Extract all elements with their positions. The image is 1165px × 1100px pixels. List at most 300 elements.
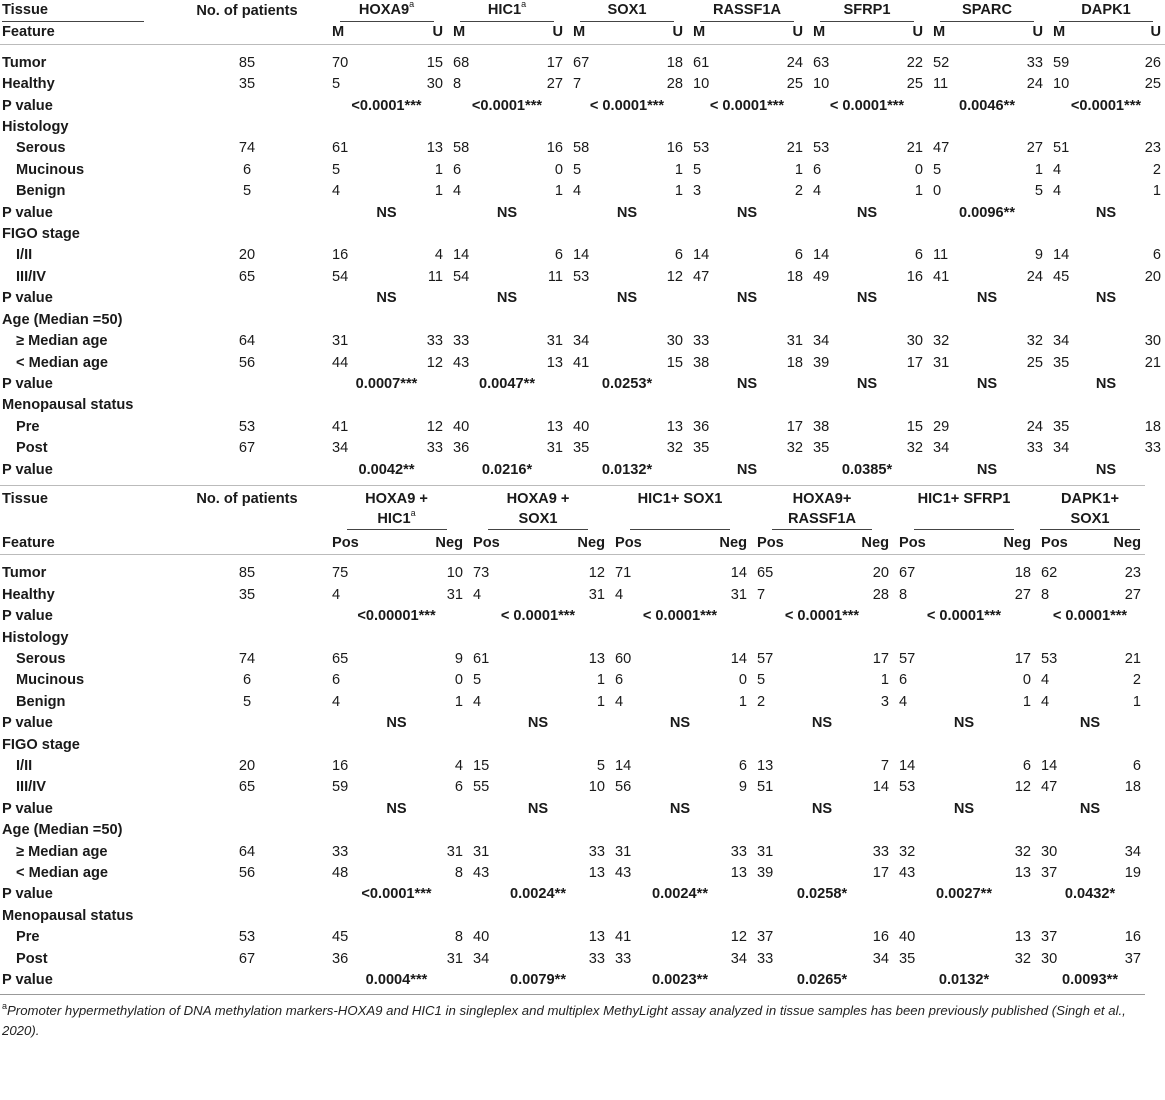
value-cell-first: 41 bbox=[573, 354, 590, 371]
p-value-row bbox=[0, 884, 1145, 905]
value-cell-second: 20 bbox=[872, 565, 889, 582]
row-label: Age (Median =50) bbox=[2, 822, 123, 839]
value-cell-second: 26 bbox=[1144, 54, 1161, 71]
table-row bbox=[0, 245, 1165, 266]
value-cell-first: 4 bbox=[473, 693, 482, 710]
table-row bbox=[0, 181, 1165, 202]
value-cell-first: 58 bbox=[453, 140, 470, 157]
group-row bbox=[0, 820, 1145, 841]
row-label: ≥ Median age bbox=[16, 843, 108, 860]
value-cell-first: 53 bbox=[1041, 650, 1058, 667]
p-value: 0.0023** bbox=[652, 972, 708, 989]
p-value: 0.0432* bbox=[1064, 886, 1116, 903]
patient-count bbox=[168, 96, 326, 117]
row-label: Mucinous bbox=[16, 161, 85, 178]
value-cell-second: 1 bbox=[554, 183, 563, 200]
col-m: M bbox=[693, 24, 706, 41]
group-row bbox=[0, 735, 1145, 756]
value-cell-second: 12 bbox=[666, 268, 683, 285]
value-cell-second: 27 bbox=[1124, 586, 1141, 603]
value-cell-second: 30 bbox=[906, 333, 923, 350]
p-value: 0.0046** bbox=[959, 97, 1015, 114]
value-cell-second: 14 bbox=[730, 650, 747, 667]
table-row bbox=[0, 585, 1145, 606]
value-cell-first: 38 bbox=[813, 418, 830, 435]
p-value-row bbox=[0, 288, 1165, 309]
patient-count bbox=[168, 713, 326, 734]
p-value: NS bbox=[856, 375, 878, 392]
value-cell-first: 56 bbox=[615, 779, 632, 796]
patient-count: 53 bbox=[238, 418, 256, 435]
col-m: M bbox=[933, 24, 946, 41]
value-cell-first: 43 bbox=[473, 865, 490, 882]
value-cell-second: 23 bbox=[1144, 140, 1161, 157]
value-cell-first: 5 bbox=[757, 672, 766, 689]
value-cell-second: 33 bbox=[426, 333, 443, 350]
p-value: NS bbox=[1079, 800, 1101, 817]
value-cell-first: 31 bbox=[933, 354, 950, 371]
p-value: NS bbox=[376, 290, 397, 307]
row-label: FIGO stage bbox=[2, 226, 80, 243]
table-row bbox=[0, 353, 1165, 374]
row-label: Healthy bbox=[2, 76, 55, 93]
value-cell-second: 22 bbox=[906, 54, 923, 71]
value-cell-second: 13 bbox=[546, 418, 563, 435]
table-row bbox=[0, 777, 1145, 798]
patient-count: 35 bbox=[238, 76, 256, 93]
value-cell-second: 32 bbox=[1014, 950, 1031, 967]
value-cell-second: 31 bbox=[546, 333, 563, 350]
table-row bbox=[0, 927, 1145, 948]
p-value: < 0.0001*** bbox=[589, 97, 665, 114]
combo-header-hic1-sox1: HIC1+ SOX1 bbox=[609, 485, 751, 533]
value-cell-second: 33 bbox=[1026, 440, 1043, 457]
col-neg: Neg bbox=[719, 534, 747, 551]
patient-count bbox=[168, 884, 326, 905]
value-cell-first: 36 bbox=[693, 418, 710, 435]
value-cell-second: 17 bbox=[1014, 650, 1031, 667]
value-cell-first: 14 bbox=[1053, 247, 1070, 264]
col-m: M bbox=[1053, 24, 1066, 41]
p-value: NS bbox=[953, 800, 975, 817]
value-cell-second: 1 bbox=[738, 693, 747, 710]
value-cell-second: 31 bbox=[446, 950, 463, 967]
value-cell-second: 3 bbox=[880, 693, 889, 710]
value-cell-first: 4 bbox=[1041, 693, 1050, 710]
p-value: NS bbox=[1095, 375, 1117, 392]
p-value: < 0.0001*** bbox=[642, 608, 718, 625]
p-value: 0.0216* bbox=[481, 461, 533, 478]
p-value-row bbox=[0, 96, 1165, 117]
value-cell-first: 6 bbox=[813, 161, 822, 178]
value-cell-first: 8 bbox=[453, 76, 462, 93]
row-label: III/IV bbox=[16, 268, 47, 285]
value-cell-first: 34 bbox=[813, 333, 830, 350]
p-value: NS bbox=[616, 290, 638, 307]
row-label: FIGO stage bbox=[2, 736, 80, 753]
p-value: NS bbox=[976, 290, 998, 307]
value-cell-second: 0 bbox=[454, 672, 463, 689]
value-cell-first: 14 bbox=[453, 247, 470, 264]
patients-header: No. of patients bbox=[196, 490, 298, 507]
value-cell-first: 5 bbox=[332, 161, 341, 178]
value-cell-first: 4 bbox=[332, 586, 341, 603]
row-label: Benign bbox=[16, 183, 66, 200]
col-m: M bbox=[453, 24, 466, 41]
value-cell-second: 8 bbox=[454, 929, 463, 946]
p-value: NS bbox=[376, 204, 397, 221]
value-cell-first: 39 bbox=[757, 865, 774, 882]
value-cell-first: 33 bbox=[615, 950, 632, 967]
col-neg: Neg bbox=[1003, 534, 1031, 551]
p-value: NS bbox=[736, 290, 758, 307]
value-cell-second: 30 bbox=[426, 76, 443, 93]
value-cell-second: 25 bbox=[1026, 354, 1043, 371]
patient-count: 85 bbox=[238, 565, 256, 582]
value-cell-second: 9 bbox=[738, 779, 747, 796]
value-cell-second: 7 bbox=[880, 758, 889, 774]
value-cell-second: 27 bbox=[546, 76, 563, 93]
value-cell-second: 31 bbox=[546, 440, 563, 457]
footnote: $^a$Promoter hypermethylation of DNA methylation markers-HOXA9 and HIC1 in singleplex and multiplex MethyLight assay analyzed in tissue samples has been previously published (Singh et al., 2020). bbox=[0, 994, 1145, 1041]
value-cell-second: 21 bbox=[1124, 650, 1141, 667]
value-cell-first: 39 bbox=[813, 354, 830, 371]
value-cell-first: 33 bbox=[757, 950, 774, 967]
row-label: Healthy bbox=[2, 586, 55, 603]
value-cell-second: 32 bbox=[1014, 843, 1031, 860]
marker-header-rassf1a: RASSF1A bbox=[687, 0, 807, 22]
patient-count bbox=[168, 203, 326, 224]
value-cell-first: 4 bbox=[1053, 161, 1062, 178]
p-value: NS bbox=[1095, 204, 1117, 221]
value-cell-second: 33 bbox=[872, 843, 889, 860]
value-cell-first: 4 bbox=[473, 586, 482, 603]
patient-count bbox=[168, 970, 326, 991]
patient-count: 5 bbox=[242, 693, 252, 710]
combo-header-hic1-sfrp1: HIC1+ SFRP1 bbox=[893, 485, 1035, 533]
group-row bbox=[0, 117, 1165, 138]
patient-count: 64 bbox=[238, 333, 256, 350]
p-value: 0.0007*** bbox=[355, 375, 418, 392]
value-cell-second: 0 bbox=[738, 672, 747, 689]
value-cell-second: 1 bbox=[880, 672, 889, 689]
value-cell-first: 13 bbox=[757, 758, 774, 774]
value-cell-second: 1 bbox=[914, 183, 923, 200]
value-cell-second: 1 bbox=[434, 183, 443, 200]
row-label: ≥ Median age bbox=[16, 333, 108, 350]
p-value: 0.0258* bbox=[796, 886, 848, 903]
value-cell-first: 67 bbox=[573, 54, 590, 71]
value-cell-second: 15 bbox=[426, 54, 443, 71]
table-row bbox=[0, 53, 1165, 74]
p-value: NS bbox=[811, 715, 833, 732]
value-cell-first: 4 bbox=[1053, 183, 1062, 200]
combo-header-dapk1-sox1: DAPK1+ SOX1 bbox=[1035, 485, 1145, 533]
value-cell-first: 32 bbox=[933, 333, 950, 350]
value-cell-first: 10 bbox=[693, 76, 710, 93]
value-cell-first: 30 bbox=[1041, 843, 1058, 860]
value-cell-second: 1 bbox=[794, 161, 803, 178]
value-cell-first: 31 bbox=[332, 333, 349, 350]
value-cell-second: 13 bbox=[666, 418, 683, 435]
value-cell-second: 12 bbox=[1014, 779, 1031, 796]
patient-count: 53 bbox=[238, 929, 256, 946]
value-cell-first: 8 bbox=[899, 586, 908, 603]
value-cell-second: 16 bbox=[1124, 929, 1141, 946]
col-pos: Pos bbox=[615, 534, 642, 551]
value-cell-second: 11 bbox=[547, 268, 563, 285]
p-value: 0.0132* bbox=[601, 461, 653, 478]
value-cell-first: 32 bbox=[899, 843, 916, 860]
row-label: P value bbox=[2, 715, 53, 732]
patient-count: 56 bbox=[238, 865, 256, 882]
value-cell-second: 6 bbox=[454, 779, 463, 796]
patient-count: 20 bbox=[238, 247, 256, 264]
value-cell-second: 11 bbox=[427, 268, 443, 285]
table1-header-row bbox=[0, 0, 1165, 22]
value-cell-first: 51 bbox=[1053, 140, 1070, 157]
p-value: < 0.0001*** bbox=[500, 608, 576, 625]
row-label: Menopausal status bbox=[2, 907, 134, 924]
marker-header-hic1: HIC1$^a$ bbox=[447, 0, 567, 22]
tissue-header: Tissue bbox=[2, 490, 48, 507]
value-cell-first: 35 bbox=[899, 950, 916, 967]
value-cell-first: 14 bbox=[1041, 758, 1058, 774]
value-cell-second: 12 bbox=[426, 418, 443, 435]
value-cell-second: 21 bbox=[786, 140, 803, 157]
value-cell-second: 33 bbox=[588, 843, 605, 860]
p-value-row bbox=[0, 606, 1145, 627]
group-row bbox=[0, 310, 1165, 331]
value-cell-first: 71 bbox=[615, 565, 632, 582]
spacer-row bbox=[0, 44, 1165, 53]
table-row bbox=[0, 756, 1145, 777]
value-cell-second: 13 bbox=[588, 650, 605, 667]
table-row bbox=[0, 692, 1145, 713]
col-m: M bbox=[332, 24, 345, 41]
value-cell-first: 6 bbox=[453, 161, 462, 178]
value-cell-first: 49 bbox=[813, 268, 830, 285]
p-value: 0.0079** bbox=[510, 972, 566, 989]
value-cell-first: 4 bbox=[1041, 672, 1050, 689]
value-cell-second: 13 bbox=[588, 929, 605, 946]
p-value-row bbox=[0, 203, 1165, 224]
table-row bbox=[0, 138, 1165, 159]
col-neg: Neg bbox=[435, 534, 463, 551]
table-row bbox=[0, 160, 1165, 181]
value-cell-first: 67 bbox=[899, 565, 916, 582]
value-cell-first: 47 bbox=[1041, 779, 1058, 796]
value-cell-second: 8 bbox=[454, 865, 463, 882]
row-label: Benign bbox=[16, 693, 66, 710]
value-cell-second: 10 bbox=[446, 565, 463, 582]
p-value: NS bbox=[496, 204, 518, 221]
col-neg: Neg bbox=[861, 534, 889, 551]
value-cell-first: 6 bbox=[899, 672, 908, 689]
value-cell-second: 6 bbox=[1152, 247, 1161, 264]
value-cell-second: 24 bbox=[786, 54, 803, 71]
value-cell-second: 12 bbox=[588, 565, 605, 582]
marker-header-dapk1: DAPK1 bbox=[1047, 0, 1165, 22]
p-value: < 0.0001*** bbox=[709, 97, 785, 114]
value-cell-first: 45 bbox=[332, 929, 349, 946]
value-cell-first: 6 bbox=[332, 672, 341, 689]
value-cell-first: 61 bbox=[693, 54, 710, 71]
value-cell-first: 5 bbox=[473, 672, 482, 689]
value-cell-second: 18 bbox=[666, 54, 683, 71]
value-cell-first: 31 bbox=[757, 843, 774, 860]
row-label: P value bbox=[2, 972, 53, 989]
patient-count bbox=[168, 374, 326, 395]
row-label: P value bbox=[2, 608, 53, 625]
p-value: NS bbox=[616, 204, 638, 221]
p-value: 0.0253* bbox=[601, 375, 653, 392]
value-cell-first: 57 bbox=[757, 650, 774, 667]
group-row bbox=[0, 628, 1145, 649]
methylation-table-single bbox=[0, 0, 1165, 484]
value-cell-first: 51 bbox=[757, 779, 774, 796]
p-value: < 0.0001*** bbox=[784, 608, 860, 625]
value-cell-first: 61 bbox=[332, 140, 349, 157]
value-cell-second: 32 bbox=[1026, 333, 1043, 350]
value-cell-second: 6 bbox=[1132, 758, 1141, 774]
value-cell-second: 13 bbox=[426, 140, 443, 157]
p-value: NS bbox=[976, 461, 998, 478]
row-label: Histology bbox=[2, 119, 69, 136]
combo-header-hoxa9-hic1: HOXA9 + $HIC1^a$ bbox=[326, 485, 467, 533]
value-cell-second: 6 bbox=[914, 247, 923, 264]
value-cell-first: 7 bbox=[757, 586, 766, 603]
p-value: NS bbox=[527, 715, 549, 732]
value-cell-second: 16 bbox=[666, 140, 683, 157]
value-cell-first: 29 bbox=[933, 418, 950, 435]
value-cell-first: 47 bbox=[933, 140, 950, 157]
value-cell-second: 23 bbox=[1124, 565, 1141, 582]
value-cell-first: 40 bbox=[899, 929, 916, 946]
p-value: < 0.0001*** bbox=[926, 608, 1002, 625]
value-cell-first: 35 bbox=[813, 440, 830, 457]
value-cell-second: 1 bbox=[596, 693, 605, 710]
tissue-header: Tissue bbox=[0, 0, 168, 22]
p-value: NS bbox=[669, 800, 691, 817]
p-value: 0.0265* bbox=[796, 972, 848, 989]
table-row bbox=[0, 417, 1165, 438]
value-cell-first: 60 bbox=[615, 650, 632, 667]
value-cell-first: 35 bbox=[1053, 418, 1070, 435]
value-cell-second: 9 bbox=[1034, 247, 1043, 264]
p-value: 0.0027** bbox=[936, 886, 992, 903]
p-value: NS bbox=[811, 800, 833, 817]
value-cell-second: 18 bbox=[786, 354, 803, 371]
value-cell-second: 13 bbox=[1014, 865, 1031, 882]
table-row bbox=[0, 670, 1145, 691]
combo-header-hoxa9-rassf1a: HOXA9+ RASSF1A bbox=[751, 485, 893, 533]
row-label: III/IV bbox=[16, 779, 47, 796]
value-cell-first: 37 bbox=[1041, 929, 1058, 946]
value-cell-first: 4 bbox=[332, 693, 341, 710]
value-cell-first: 35 bbox=[693, 440, 710, 457]
p-value: NS bbox=[386, 800, 407, 817]
value-cell-first: 4 bbox=[573, 183, 582, 200]
value-cell-first: 59 bbox=[332, 779, 349, 796]
col-u: U bbox=[432, 24, 443, 41]
value-cell-first: 6 bbox=[615, 672, 624, 689]
value-cell-first: 2 bbox=[757, 693, 766, 710]
row-label: P value bbox=[2, 290, 53, 307]
value-cell-second: 33 bbox=[588, 950, 605, 967]
value-cell-second: 13 bbox=[546, 354, 563, 371]
value-cell-second: 1 bbox=[674, 161, 683, 178]
value-cell-second: 12 bbox=[730, 929, 747, 946]
value-cell-first: 53 bbox=[899, 779, 916, 796]
patient-count: 67 bbox=[238, 440, 256, 457]
value-cell-second: 33 bbox=[730, 843, 747, 860]
combo-header-hoxa9-sox1: HOXA9 + SOX1 bbox=[467, 485, 609, 533]
value-cell-second: 6 bbox=[554, 247, 563, 264]
value-cell-second: 6 bbox=[674, 247, 683, 264]
row-label: P value bbox=[2, 97, 53, 114]
value-cell-second: 4 bbox=[454, 758, 463, 774]
value-cell-first: 44 bbox=[332, 354, 349, 371]
value-cell-second: 16 bbox=[872, 929, 889, 946]
p-value: NS bbox=[953, 715, 975, 732]
value-cell-first: 4 bbox=[332, 183, 341, 200]
row-label: Mucinous bbox=[16, 672, 85, 689]
value-cell-second: 18 bbox=[1144, 418, 1161, 435]
value-cell-second: 14 bbox=[872, 779, 889, 796]
value-cell-first: 14 bbox=[813, 247, 830, 264]
value-cell-second: 19 bbox=[1124, 865, 1141, 882]
value-cell-second: 2 bbox=[1132, 672, 1141, 689]
value-cell-second: 13 bbox=[1014, 929, 1031, 946]
table-row bbox=[0, 331, 1165, 352]
row-label: P value bbox=[2, 886, 53, 903]
value-cell-first: 16 bbox=[332, 758, 349, 774]
col-u: U bbox=[792, 24, 803, 41]
value-cell-first: 47 bbox=[693, 268, 710, 285]
value-cell-first: 45 bbox=[1053, 268, 1070, 285]
value-cell-second: 18 bbox=[786, 268, 803, 285]
value-cell-first: 61 bbox=[473, 650, 490, 667]
value-cell-second: 14 bbox=[730, 565, 747, 582]
table-row bbox=[0, 863, 1145, 884]
p-value: <0.0001*** bbox=[351, 97, 422, 114]
value-cell-second: 34 bbox=[730, 950, 747, 967]
patient-count: 6 bbox=[242, 672, 252, 689]
marker-header-sox1: SOX1 bbox=[567, 0, 687, 22]
row-label: Pre bbox=[16, 929, 40, 946]
patient-count bbox=[168, 460, 326, 481]
value-cell-first: 14 bbox=[693, 247, 710, 264]
value-cell-first: 11 bbox=[933, 76, 949, 93]
value-cell-first: 33 bbox=[453, 333, 470, 350]
p-value: 0.0024** bbox=[510, 886, 566, 903]
value-cell-first: 34 bbox=[1053, 440, 1070, 457]
col-pos: Pos bbox=[757, 534, 784, 551]
value-cell-first: 10 bbox=[1053, 76, 1070, 93]
row-label: Tumor bbox=[2, 54, 47, 71]
value-cell-second: 24 bbox=[1026, 418, 1043, 435]
value-cell-first: 41 bbox=[332, 418, 349, 435]
value-cell-first: 34 bbox=[933, 440, 950, 457]
patient-count: 65 bbox=[238, 779, 256, 796]
table-row bbox=[0, 74, 1165, 95]
value-cell-second: 37 bbox=[1124, 950, 1141, 967]
p-value-row bbox=[0, 460, 1165, 481]
col-u: U bbox=[552, 24, 563, 41]
value-cell-first: 63 bbox=[813, 54, 830, 71]
value-cell-first: 33 bbox=[693, 333, 710, 350]
